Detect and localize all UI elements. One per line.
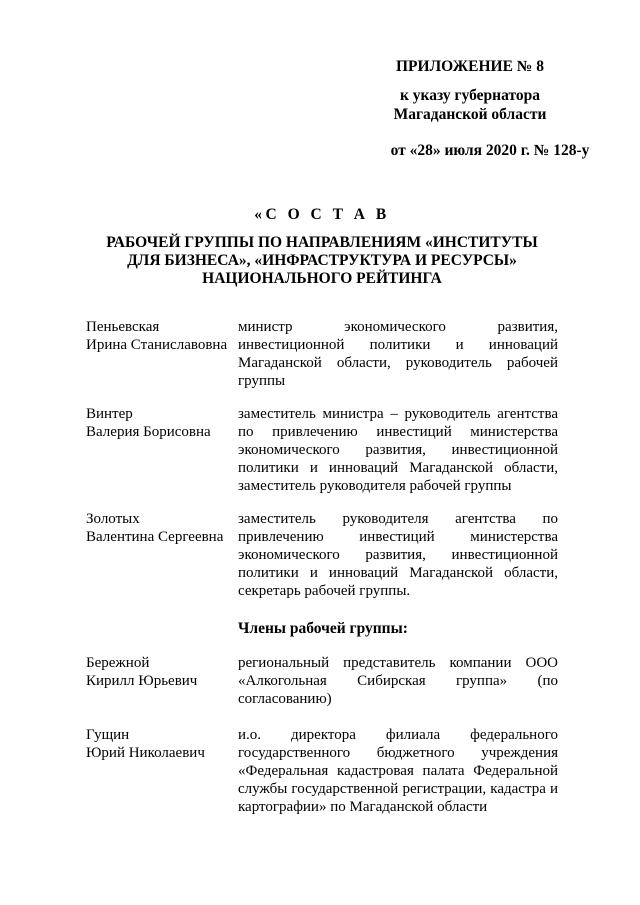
member-role: министр экономического развития, инвестиционной политики и инноваций Магаданской области, руководитель рабочей группы — [238, 319, 558, 389]
document-title — [86, 206, 558, 288]
member-role: региональный представитель компании ООО «Алкогольная Сибирская группа» (по согласованию) — [238, 655, 558, 707]
member-given-names: Юрий Николаевич — [86, 745, 205, 761]
member-role: заместитель руководителя агентства по привлечению инвестиций министерства экономического развития, инвестиционной политики и инноваций Магаданской области, секретарь рабочей группы. — [238, 511, 558, 599]
title-line-2: ДЛЯ БИЗНЕСА», «ИНФРАСТРУКТУРА И РЕСУРСЫ» — [127, 252, 517, 269]
member-surname: Гущин — [86, 727, 130, 743]
member-role: заместитель министра – руководитель агентства по привлечению инвестиций министерства экономического развития, инвестиционной политики и инноваций Магаданской области, заместитель руководителя рабочей группы — [238, 406, 558, 494]
member-name — [86, 726, 238, 816]
member-role: и.о. директора филиала федерального государственного бюджетного учреждения «Федеральная кадастровая палата Федеральной службы государственной регистрации, кадастра и картографии» по Магаданской области — [238, 727, 558, 815]
members-list — [86, 318, 558, 816]
member-row — [86, 318, 558, 390]
member-surname: Бережной — [86, 655, 150, 671]
member-name — [86, 510, 238, 600]
member-name — [86, 405, 238, 495]
member-surname: Золотых — [86, 511, 140, 527]
members-heading: Члены рабочей группы: — [238, 620, 408, 637]
member-row — [86, 510, 558, 600]
appendix-header — [330, 57, 610, 160]
member-name — [86, 318, 238, 390]
member-row — [86, 405, 558, 495]
member-row — [86, 726, 558, 816]
appendix-number: ПРИЛОЖЕНИЕ № 8 — [396, 58, 544, 75]
member-given-names: Ирина Станиславовна — [86, 337, 228, 353]
member-given-names: Валерия Борисовна — [86, 424, 211, 440]
member-surname: Пеньевская — [86, 319, 160, 335]
title-line-1: РАБОЧЕЙ ГРУППЫ ПО НАПРАВЛЕНИЯМ «ИНСТИТУТЫ — [106, 234, 538, 251]
member-given-names: Кирилл Юрьевич — [86, 673, 198, 689]
member-given-names: Валентина Сергеевна — [86, 529, 224, 545]
title-line-3: НАЦИОНАЛЬНОГО РЕЙТИНГА — [202, 270, 442, 287]
member-surname: Винтер — [86, 406, 133, 422]
appendix-region: Магаданской области — [393, 106, 547, 123]
appendix-date-number: от «28» июля 2020 г. № 128-у — [390, 142, 590, 159]
appendix-decree-ref: к указу губернатора — [400, 87, 540, 104]
title-line-composition: «С О С Т А В — [254, 206, 390, 223]
member-row — [86, 654, 558, 708]
member-name — [86, 654, 238, 708]
